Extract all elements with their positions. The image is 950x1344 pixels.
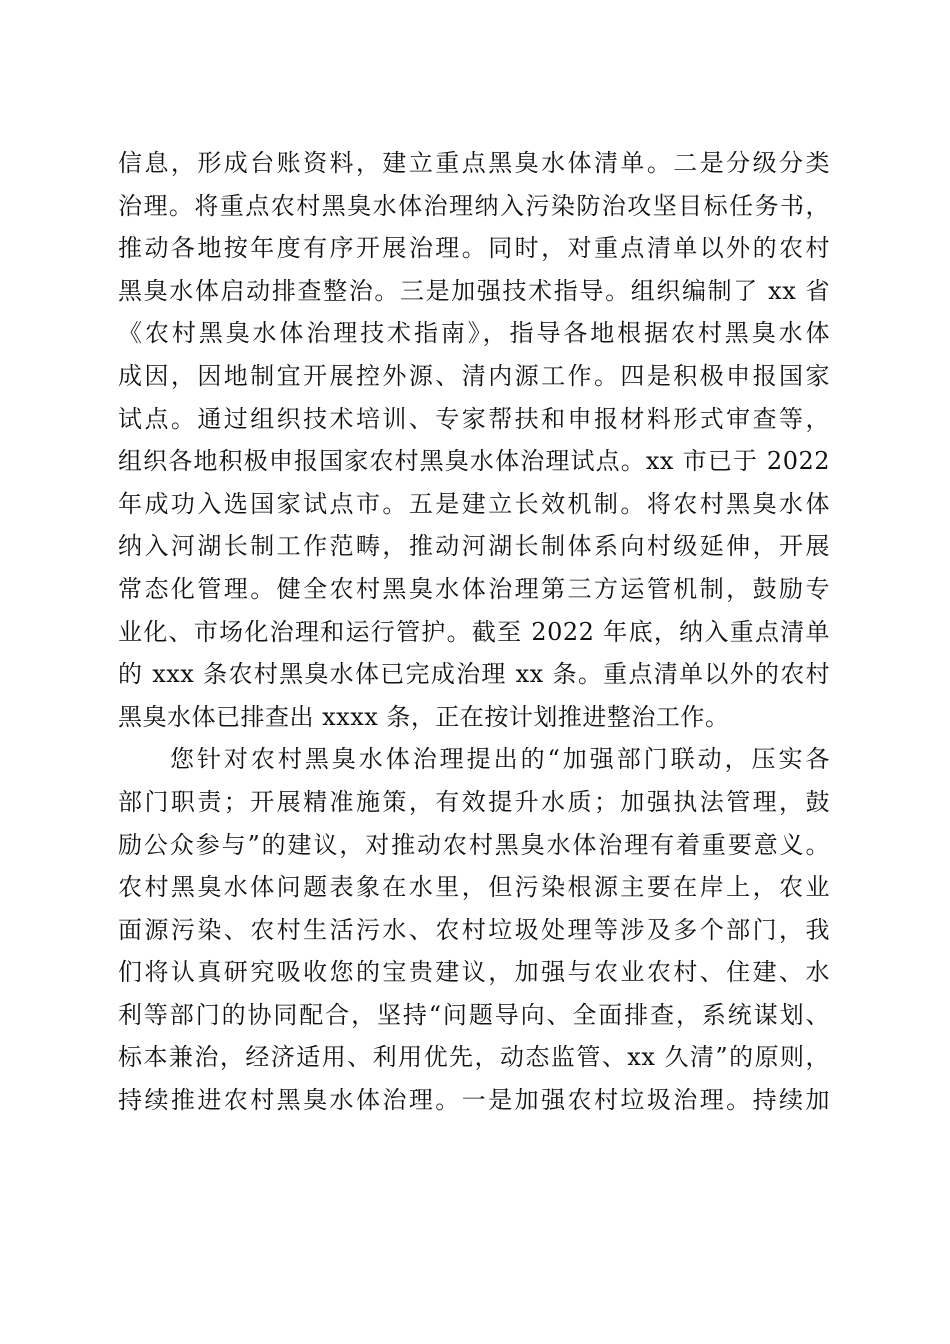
document-body [118,142,830,1122]
text-line: 您针对农村黑臭水体治理提出的“加强部门联动，压实各 [170,745,830,774]
text-line: 纳入河湖长制工作范畴，推动河湖长制体系向村级延伸，开展 [118,532,830,561]
text-line: 黑臭水体已排查出 xxxx 条，正在按计划推进整治工作。 [118,702,730,731]
text-line: 常态化管理。健全农村黑臭水体治理第三方运管机制，鼓励专 [118,574,830,603]
text-line: 标本兼治，经济适用、利用优先，动态监管、xx 久清”的原则， [118,1043,830,1072]
text-line: 黑臭水体启动排查整治。三是加强技术指导。组织编制了 xx 省 [118,276,830,305]
text-line: 组织各地积极申报国家农村黑臭水体治理试点。xx 市已于 2022 [118,447,830,476]
text-line: 励公众参与”的建议，对推动农村黑臭水体治理有着重要意义。 [118,830,830,859]
text-line: 年成功入选国家试点市。五是建立长效机制。将农村黑臭水体 [118,489,830,518]
text-line: 农村黑臭水体问题表象在水里，但污染根源主要在岸上，农业 [118,873,830,902]
text-line: 们将认真研究吸收您的宝贵建议，加强与农业农村、住建、水 [118,958,830,987]
text-line: 试点。通过组织技术培训、专家帮扶和申报材料形式审查等， [118,404,830,433]
text-line: 信息，形成台账资料，建立重点黑臭水体清单。二是分级分类 [118,149,830,177]
text-line: 业化、市场化治理和运行管护。截至 2022 年底，纳入重点清单 [118,617,830,646]
text-line: 部门职责；开展精准施策，有效提升水质；加强执法管理，鼓 [118,787,830,816]
text-line: 治理。将重点农村黑臭水体治理纳入污染防治攻坚目标任务书， [118,191,830,220]
text-line: 推动各地按年度有序开展治理。同时，对重点清单以外的农村 [118,234,830,263]
text-line: 《农村黑臭水体治理技术指南》，指导各地根据农村黑臭水体 [118,319,830,348]
text-line: 持续推进农村黑臭水体治理。一是加强农村垃圾治理。持续加 [118,1086,830,1115]
text-line: 利等部门的协同配合，坚持“问题导向、全面排查，系统谋划、 [118,1000,830,1029]
text-line: 成因，因地制宜开展控外源、清内源工作。四是积极申报国家 [118,361,830,390]
text-line: 面源污染、农村生活污水、农村垃圾处理等涉及多个部门，我 [118,915,830,944]
text-line: 的 xxx 条农村黑臭水体已完成治理 xx 条。重点清单以外的农村 [118,660,830,689]
